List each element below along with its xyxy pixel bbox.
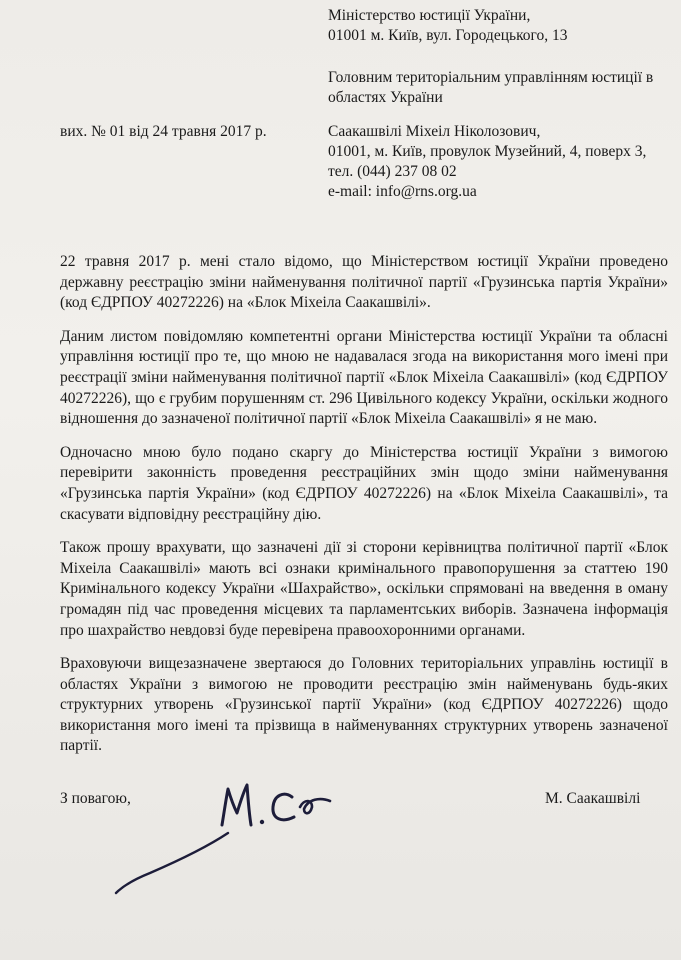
outgoing-reference: вих. № 01 від 24 травня 2017 р. — [60, 123, 267, 140]
sender-name: Саакашвілі Міхеіл Ніколозович, — [328, 123, 541, 140]
sender-phone: тел. (044) 237 08 02 — [328, 163, 457, 180]
recipient-departments-cont: областях України — [328, 89, 443, 106]
body-paragraph-2: Даним листом повідомляю компетентні органи Міністерства юстиції України та обласні управління юстиції про те, що мною не надавалася згода на використання мого імені при реєстрації зміни найменування політичної партії «Блок Міхеіла Саакашвілі» (код ЄДРПОУ 40272226), що є грубим порушенням ст. 296 Цивільного кодексу України, оскільки жодного відношення до зазначеної політичної партії «Блок Міхеіла Саакашвілі» я не маю. — [60, 327, 668, 428]
recipient-block — [328, 6, 653, 108]
body-paragraph-5: Враховуючи вищезазначене звертаюся до Головних територіальних управлінь юстиції в областях України з вимогою не проводити реєстрацію змін найменувань будь-яких структурних утворень «Грузинської партії України» (код ЄДРПОУ 40272226) щодо використання мого імені та прізвища в найменуваннях структурних утворень зазначеної партії. — [60, 655, 668, 755]
sender-block — [328, 122, 646, 202]
sender-address: 01001, м. Київ, провулок Музейний, 4, поверх 3, — [328, 143, 647, 160]
letter-body — [60, 252, 668, 770]
recipient-ministry: Міністерство юстиції України, — [328, 7, 531, 24]
body-paragraph-1: 22 травня 2017 р. мені стало відомо, що Міністерством юстиції України проведено державну реєстрацію зміни найменування політичної партії «Грузинська партія України» (код ЄДРПОУ 40272226) на «Блок Міхеіла Саакашвілі». — [60, 253, 668, 312]
sender-email: e-mail: info@rns.org.ua — [328, 183, 477, 200]
body-paragraph-3: Одночасно мною було подано скаргу до Міністерства юстиції України з вимогою перевірити законність проведення реєстраційних змін щодо зміни найменування «Грузинська партія України» (код ЄДРПОУ 40272226) на «Блок Міхеіла Саакашвілі», та скасувати відповідну реєстраційну дію. — [60, 443, 668, 523]
signer-name: М. Саакашвілі — [545, 790, 641, 807]
handwritten-signature — [110, 775, 340, 900]
recipient-departments: Головним територіальним управлінням юстиції в — [328, 69, 654, 86]
closing-phrase: З повагою, — [60, 790, 131, 807]
recipient-ministry-address: 01001 м. Київ, вул. Городецького, 13 — [328, 27, 568, 44]
body-paragraph-4: Також прошу врахувати, що зазначені дії зі сторони керівництва політичної партії «Блок Міхеіла Саакашвілі» мають всі ознаки кримінального правопорушення за статтею 190 Кримінального кодексу України «Шахрайство», оскільки спрямовані на введення в оману громадян під час проведення місцевих та парламентських виборів. Зазначена інформація про шахрайство невдовзі буде перевірена правоохоронними органами. — [60, 539, 668, 639]
